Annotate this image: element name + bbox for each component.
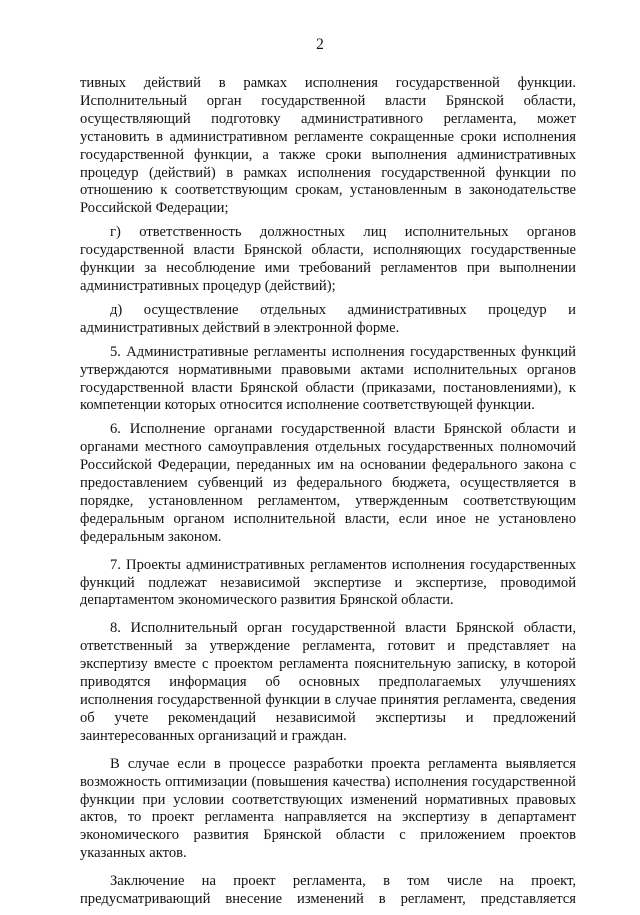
page-number: 2 [316, 36, 324, 53]
paragraph-7: 7. Проекты административных регламентов исполнения государственных функций подлежат независимой экспертизе и экспертизе, проводимой департаментом экономического развития Брянской области. [80, 556, 576, 609]
paragraph-8: 8. Исполнительный орган государственной власти Брянской области, ответственный за утверждение регламента, готовит и представляет на экспертизу вместе с проектом регламента пояснительную записку, в которой приводятся информация об основных предполагаемых улучшениях исполнения государственной функции в случае принятия регламента, сведения об учете рекомендаций независимой экспертизы и предложений заинтересованных организаций и граждан. [80, 620, 576, 744]
paragraph-optimization: В случае если в процессе разработки проекта регламента выявляется возможность оптимизации (повышения качества) исполнения государственной функции при условии соответствующих изменений нормативных правовых актов, то проект регламента направляется на экспертизу в департамент экономического развития Брянской области с приложением проектов указанных актов. [80, 755, 576, 862]
paragraph-item-g: г) ответственность должностных лиц исполнительных органов государственной власти Брянской области, исполняющих государственные функции за несоблюдение ими требований регламентов при выполнении административных процедур (действий); [80, 224, 576, 294]
paragraph-item-d: д) осуществление отдельных административных процедур и административных действий в электронной форме. [80, 301, 576, 336]
paragraph-continuation: тивных действий в рамках исполнения государственной функции. Исполнительный орган государственной власти Брянской области, осуществляющий подготовку административного регламента, может установить в административном регламенте сокращенные сроки исполнения государственной функции, а также сроки выполнения административных процедур (действий) в рамках исполнения государственной функции по отношению к соответствующим срокам, установленным в законодательстве Российской Федерации; [80, 75, 576, 217]
paragraph-5: 5. Административные регламенты исполнения государственных функций утверждаются нормативными правовыми актами исполнительных органов государственной власти Брянской области (приказами, постановлениями), к компетенции которых относится исполнение соответствующей функции. [80, 343, 576, 414]
paragraph-conclusion: Заключение на проект регламента, в том числе на проект, предусматривающий внесение изменений в регламент, представляется [80, 873, 576, 908]
paragraph-6: 6. Исполнение органами государственной власти Брянской области и органами местного самоуправления отдельных государственных полномочий Российской Федерации, переданных им на основании федерального закона с предоставлением субвенций из федерального бюджета, осуществляется в порядке, установленном регламентом, утвержденным соответствующим федеральным органом исполнительной власти, если иное не установлено федеральным законом. [80, 421, 576, 545]
document-body [80, 75, 576, 915]
